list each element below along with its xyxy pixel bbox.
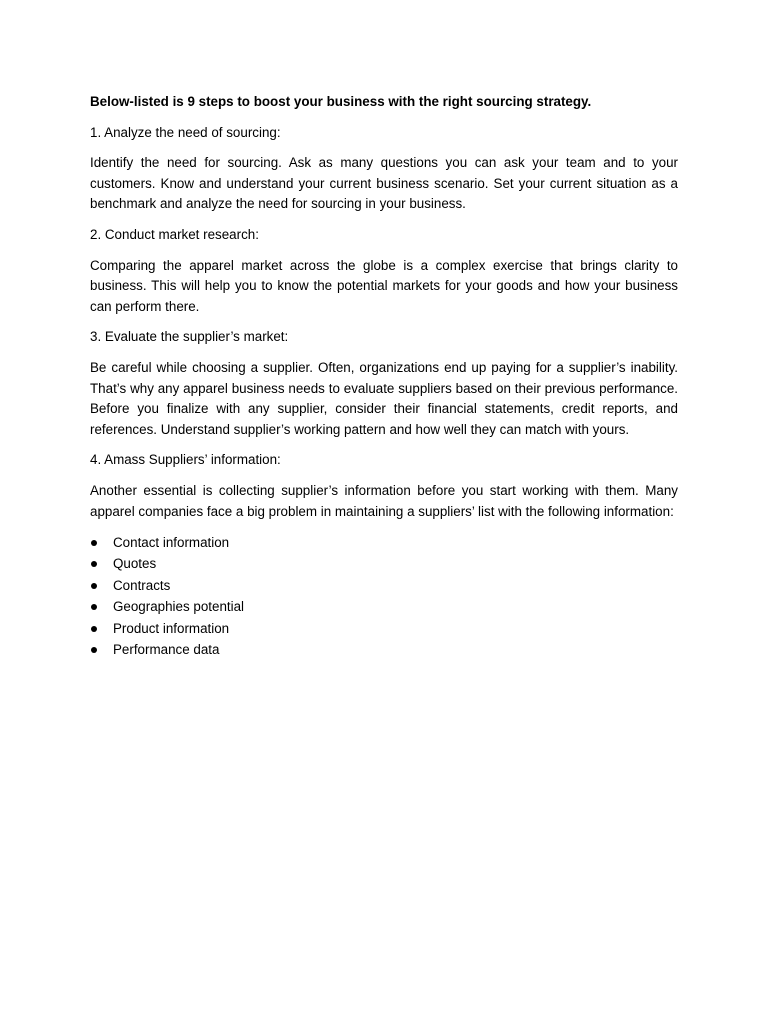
bullet-icon [91,540,97,546]
section-heading-1: 1. Analyze the need of sourcing: [90,124,281,140]
bullet-icon [91,604,97,610]
section-body-4: Another essential is collecting supplier’s information before you start working with them. Many apparel companies face a big problem in maintaining a suppliers’ list with the following information: [90,482,678,519]
document-title: Below-listed is 9 steps to boost your business with the right sourcing strategy. [90,94,592,109]
list-item [90,553,678,574]
list-item-text: Product information [113,620,230,636]
list-item [90,532,678,553]
section-heading-3: 3. Evaluate the supplier’s market: [90,329,289,345]
list-item [90,575,678,596]
section-heading-2: 2. Conduct market research: [90,226,259,242]
list-item-text: Contracts [113,577,171,593]
supplier-info-list [90,532,678,660]
bullet-icon [91,583,97,589]
section-heading-4: 4. Amass Suppliers’ information: [90,452,281,468]
list-item [90,618,678,639]
bullet-icon [91,647,97,653]
list-item-text: Performance data [113,642,220,658]
section-body-2: Comparing the apparel market across the globe is a complex exercise that brings clarity to business. This will help you to know the potential markets for your goods and how your business can perform there. [90,257,678,314]
bullet-icon [91,626,97,632]
document-page [90,92,678,660]
bullet-icon [91,561,97,567]
list-item-text: Contact information [113,535,230,551]
list-item-text: Geographies potential [113,599,245,615]
section-body-3: Be careful while choosing a supplier. Often, organizations end up paying for a supplier’s inability. That’s why any apparel business needs to evaluate suppliers based on their previous performance. Before you finalize with any supplier, consider their financial statements, credit reports, and references. Understand supplier’s working pattern and how well they can match with yours. [90,359,678,437]
section-body-1: Identify the need for sourcing. Ask as many questions you can ask your team and to your customers. Know and understand your current business scenario. Set your current situation as a benchmark and analyze the need for sourcing in your business. [90,155,678,212]
list-item [90,639,678,660]
list-item-text: Quotes [113,556,157,572]
list-item [90,596,678,617]
